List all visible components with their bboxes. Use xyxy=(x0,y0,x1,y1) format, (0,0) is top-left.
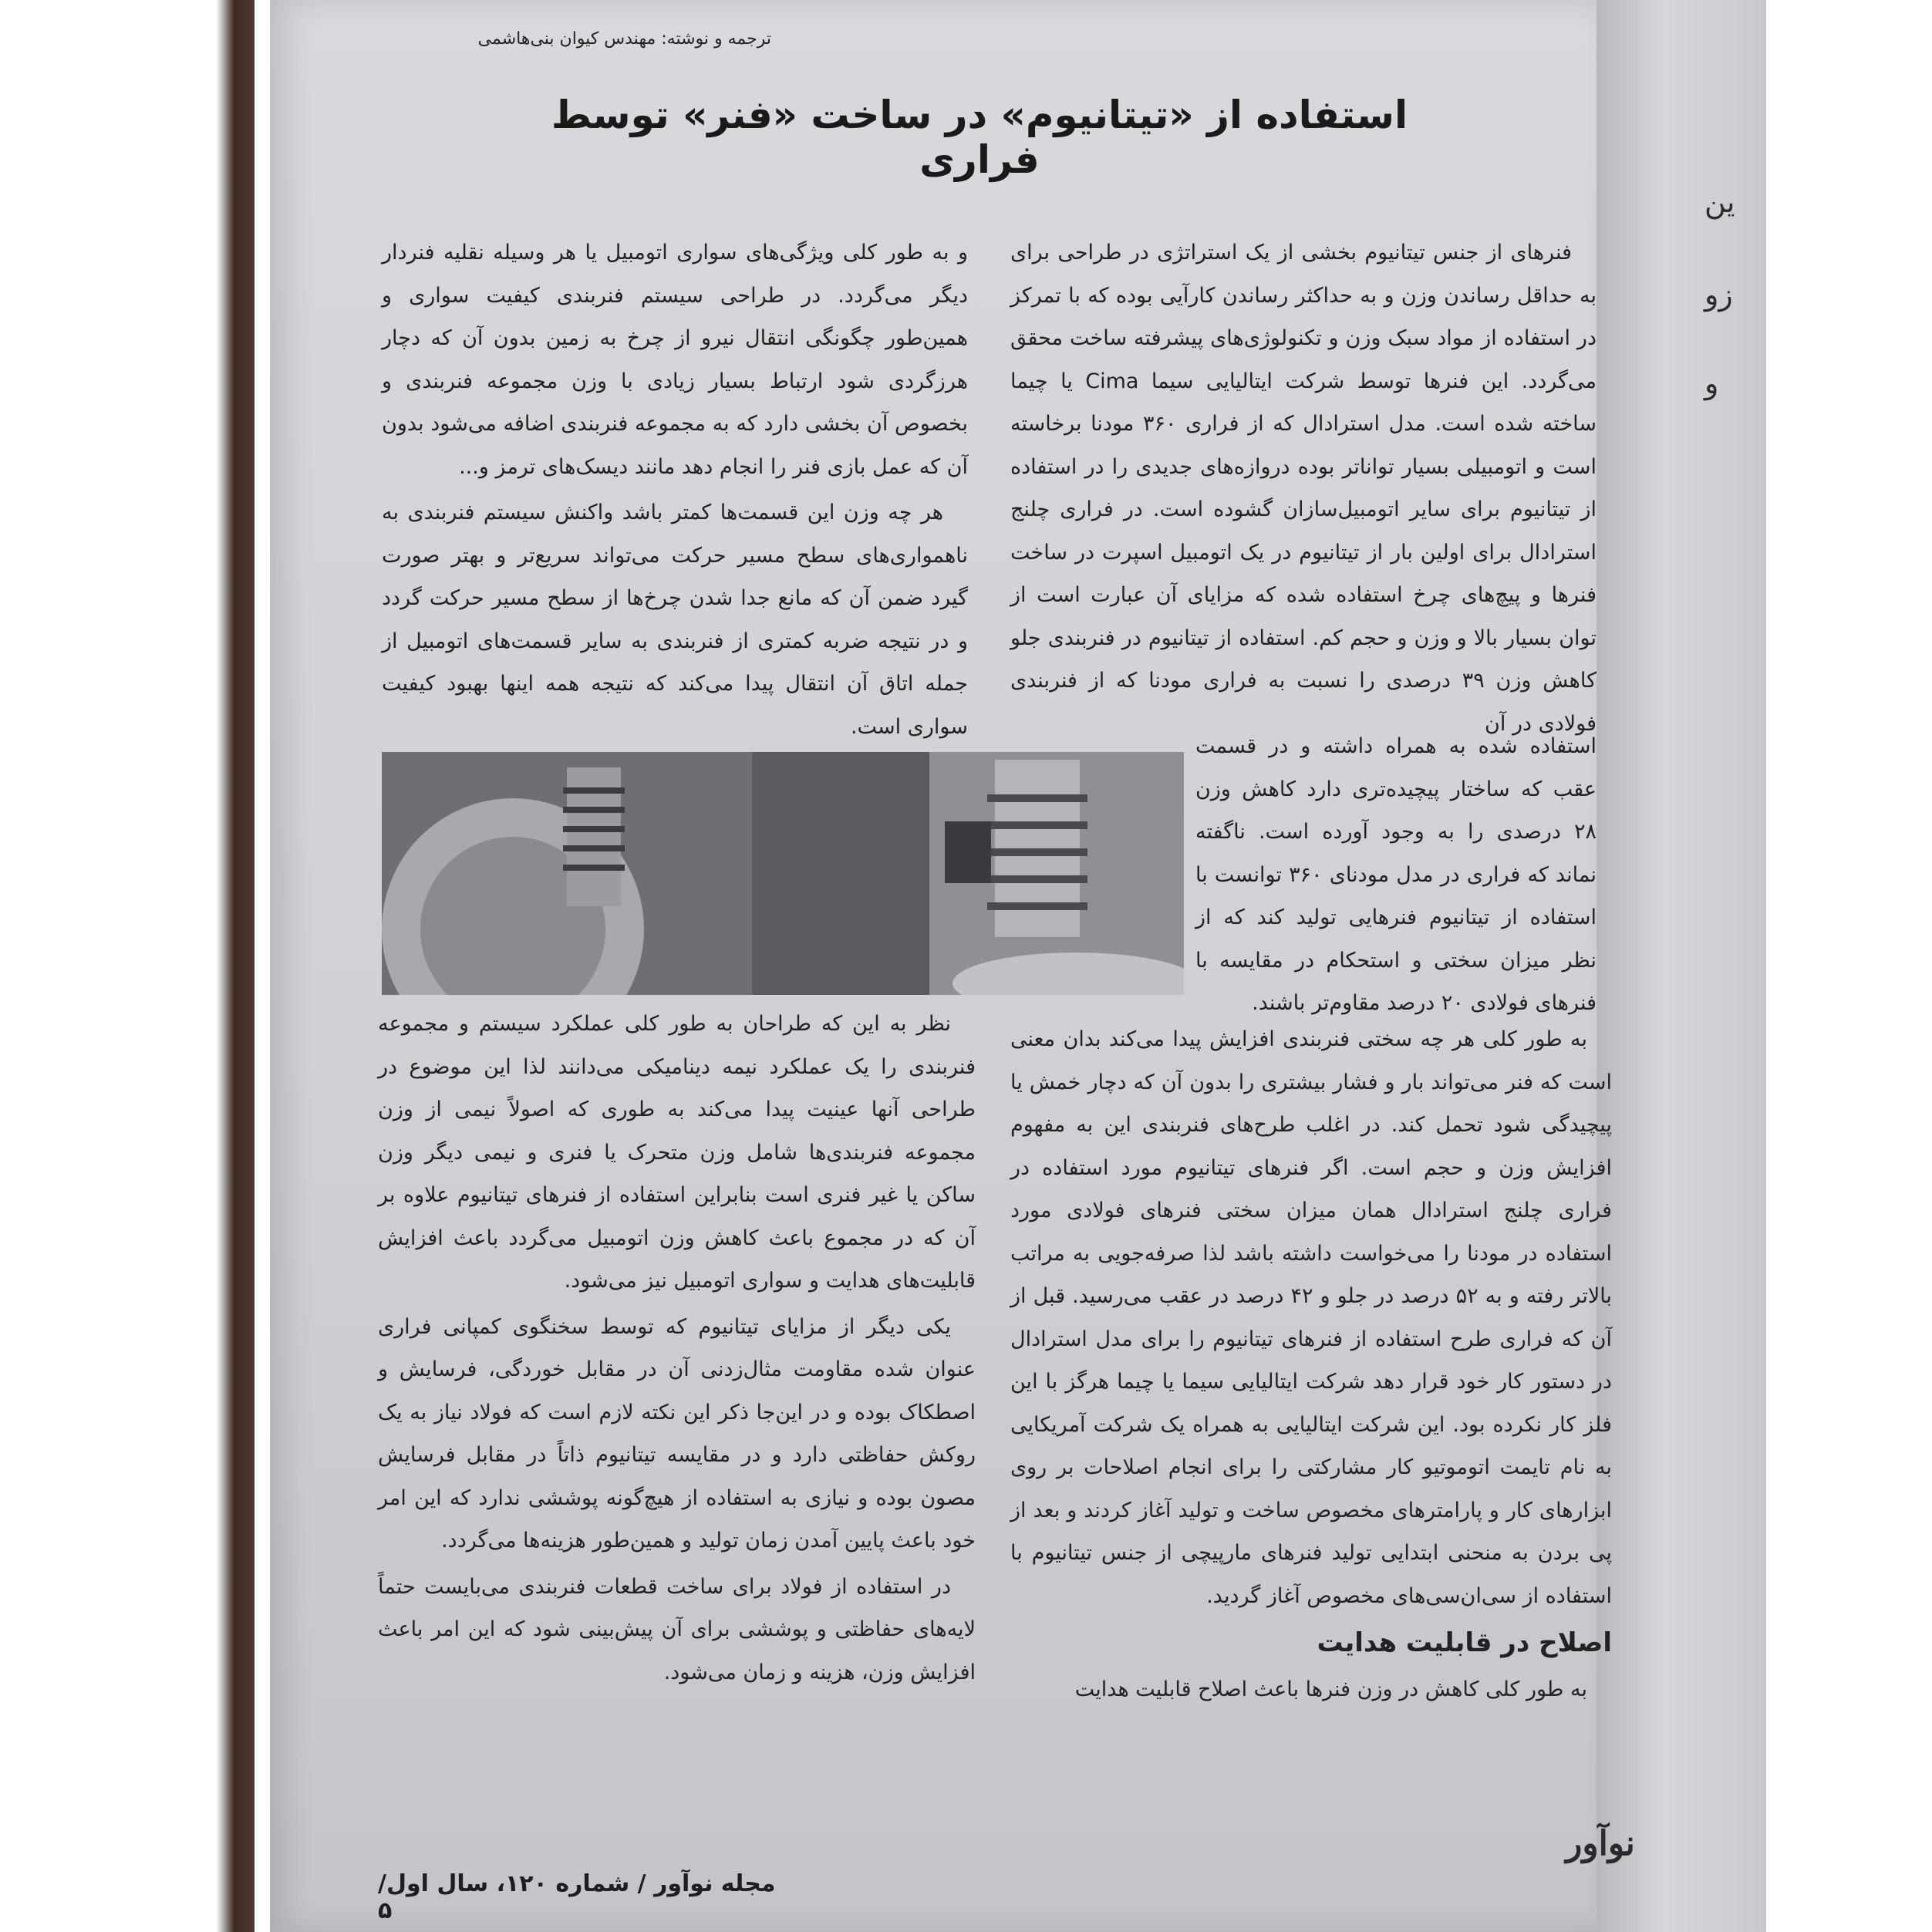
adjacent-text-fragment: و xyxy=(1704,366,1719,400)
footer-issue-info: مجله نوآور / شماره ۱۲۰، سال اول/ ۵ xyxy=(378,1870,776,1924)
suspension-photo xyxy=(382,752,1184,995)
paragraph: و به طور کلی ویژگی‌های سواری اتومبیل یا هر وسیله نقلیه فنردار دیگر می‌گردد. در طراحی سیستم فنربندی کیفیت سواری و همین‌طور چگونگی انتقال نیرو از چرخ به زمین بدون آن که دچار هرزگردی شود ارتباط بسیار زیادی با وزن مجموعه فنربندی و بخصوص آن بخشی دارد که به مجموعه فنربندی اضافه می‌شود بدون آن که عمل بازی فنر را انجام دهد مانند دیسک‌های ترمز و... xyxy=(382,241,968,479)
byline: ترجمه و نوشته: مهندس کیوان بنی‌هاشمی xyxy=(477,29,771,49)
article-column-left-low xyxy=(378,1003,976,1697)
section-heading: اصلاح در قابلیت هدایت xyxy=(1317,1627,1612,1658)
article-column-right-low xyxy=(1010,1018,1612,1714)
adjacent-text-fragment: زو xyxy=(1704,278,1733,312)
adjacent-text-fragment: ین xyxy=(1704,185,1735,219)
paragraph: هر چه وزن این قسمت‌ها کمتر باشد واکنش سیستم فنربندی به ناهمواری‌های سطح مسیر حرکت می‌تواند سریع‌تر و بهتر صورت گیرد ضمن آن که مانع جدا شدن چرخ‌ها از سطح مسیر حرکت گردد و در نتیجه ضربه کمتری از فنربندی به سایر قسمت‌های اتومبیل از جمله اتاق آن انتقال پیدا می‌کند که نتیجه همه اینها بهبود کیفیت سواری است. xyxy=(382,501,968,739)
article-title: استفاده از «تیتانیوم» در ساخت «فنر» توسط فراری xyxy=(551,93,1408,182)
article-column-right-top xyxy=(1010,231,1597,748)
magazine-logo: نوآور xyxy=(1566,1824,1635,1863)
article-column-right-wrap xyxy=(1195,725,1597,1028)
article-column-left-top xyxy=(382,231,968,751)
paragraph: به طور کلی کاهش در وزن فنرها باعث اصلاح قابلیت هدایت xyxy=(1074,1677,1587,1701)
paragraph: فنرهای از جنس تیتانیوم بخشی از یک استراتژی در طراحی برای به حداقل رساندن وزن و به حداکثر رساندن کارآیی بوده که با تمرکز در استفاده از مواد سبک وزن و تکنولوژی‌های پیشرفته ساخت محقق می‌گردد. این فنرها توسط شرکت ایتالیایی سیما Cima یا چیما ساخته شده است. مدل استرادال که از فراری ۳۶۰ مودنا برخاسته است و اتومبیلی بسیار توانا‌تر بوده دروازه‌های جدیدی را در استفاده از تیتانیوم برای سایر اتومبیل‌سازان گشوده است. در فراری چلنج استرادال برای اولین بار از تیتانیوم در یک اتومبیل اسپرت در ساخت فنرها و پیچ‌های چرخ استفاده شده که مزایای آن عبارت است از توان بسیار بالا و وزن و حجم کم. استفاده از تیتانیوم در فنربندی جلو کاهش وزن ۳۹ درصدی را نسبت به فراری مودنا که از فنربندی فولادی در آن xyxy=(1010,241,1597,736)
paragraph: استفاده شده به همراه داشته و در قسمت عقب که ساختار پیچیده‌تری دارد کاهش وزن ۲۸ درصدی را به وجود آورده است. ناگفته نماند که فراری در مدل مودنای ۳۶۰ توانست با استفاده از تیتانیوم فنرهایی تولید کند که از نظر میزان سختی و استحکام در مقایسه با فنرهای فولادی ۲۰ درصد مقاوم‌تر باشند. xyxy=(1195,734,1597,1015)
paragraph: در استفاده از فولاد برای ساخت قطعات فنربندی می‌بایست حتماً لایه‌های حفاظتی و پوششی برای آن پیش‌بینی شود که این امر باعث افزایش وزن، هزینه و زمان می‌شود. xyxy=(378,1574,976,1684)
background-left xyxy=(0,0,255,1932)
background-right xyxy=(1766,0,1932,1932)
paragraph: یکی دیگر از مزایای تیتانیوم که توسط سخنگوی کمپانی فراری عنوان شده مقاومت مثال‌زدنی آن در مقابل خوردگی، فرسایش و اصطکاک بوده و در این‌جا ذکر این نکته لازم است که فولاد نیاز به یک روکش حفاظتی دارد و در مقایسه تیتانیوم ذاتاً در مقابل فرسایش مصون بوده و نیازی به استفاده از هیچ‌گونه پوششی ندارد که این امر خود باعث پایین آمدن زمان تولید و همین‌طور هزینه‌ها می‌گردد. xyxy=(378,1314,976,1553)
adjacent-page-edge xyxy=(1597,0,1766,1932)
paragraph: نظر به این که طراحان به طور کلی عملکرد سیستم و مجموعه فنربندی را یک عملکرد نیمه دینامیکی می‌دانند لذا این موضوع در طراحی آنها عینیت پیدا می‌کند به طوری که اصولاً نیمی از وزن مجموعه فنربندی‌ها شامل وزن متحرک یا فنری و نیمی دیگر وزن ساکن یا غیر فنری است بنابراین استفاده از فنرهای تیتانیوم علاوه بر آن که در مجموع باعث کاهش وزن اتومبیل می‌گردد باعث افزایش قابلیت‌های هدایت و سواری اتومبیل نیز می‌شود. xyxy=(378,1012,976,1293)
paragraph: به طور کلی هر چه سختی فنربندی افزایش پیدا می‌کند بدان معنی است که فنر می‌تواند بار و فشار بیشتری را بدون آن که دچار خمش یا پیچیدگی شود تحمل کند. در اغلب طرح‌های فنربندی این به مفهوم افزایش وزن و حجم است. اگر فنرهای تیتانیوم مورد استفاده در فراری چلنج استرادال همان میزان سختی فنرهای فولادی مورد استفاده در مودنا را می‌خواست داشته باشد لذا صرفه‌جویی به مراتب بالاتر رفته و به ۵۲ درصد در جلو و ۴۲ درصد در عقب می‌رسید. قبل از آن که فراری طرح استفاده از فنرهای تیتانیوم را برای مدل استرادال در دستور کار خود قرار دهد شرکت ایتالیایی سیما یا چیما هرگز با این فلز کار نکرده بود. این شرکت ایتالیایی به همراه یک شرکت آمریکایی به نام تایمت اتوموتیو کار مشارکتی را برای انجام اصلاحات بر روی ابزارهای کار و پارامترهای مخصوص ساخت و تولید آغاز کردند و بعد از پی بردن به منحنی ابتدایی تولید فنرهای مارپیچی از جنس تیتانیوم با استفاده از سی‌ان‌سی‌های مخصوص آغاز گردید. xyxy=(1010,1027,1612,1608)
